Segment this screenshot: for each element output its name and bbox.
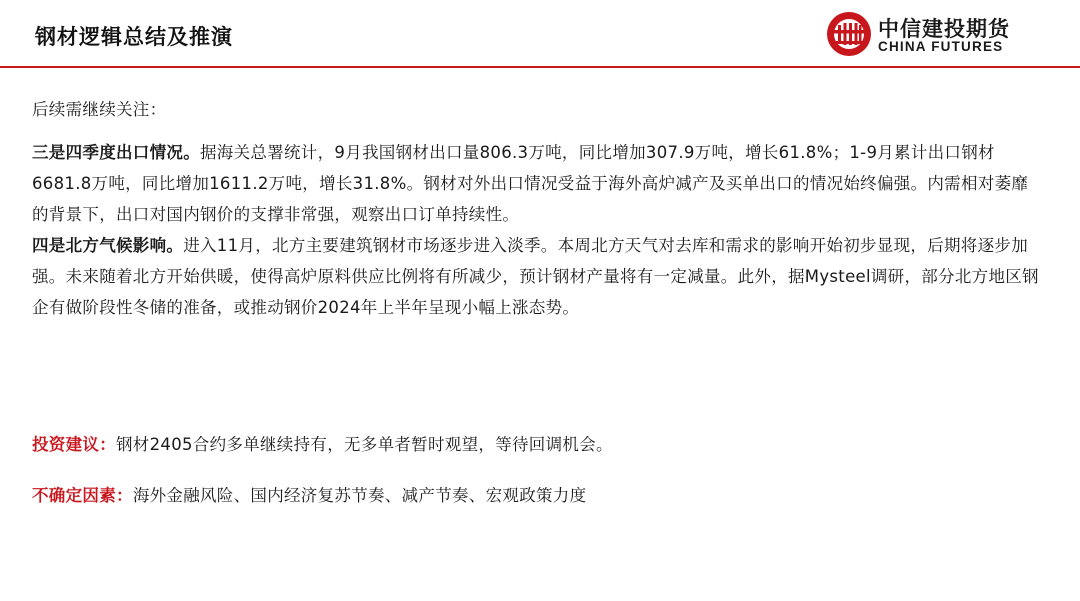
citic-logo-icon [826,11,872,57]
paragraph-climate-lead: 四是北方气候影响。 [32,236,184,255]
page-title: 钢材逻辑总结及推演 [35,25,233,49]
slide-header [0,0,1080,68]
intro-text: 后续需继续关注： [32,100,167,119]
paragraph-export-text: 据海关总署统计，9月我国钢材出口量806.3万吨，同比增加307.9万吨，增长61.8%；1-9月累计出口钢材6681.8万吨，同比增加1611.2万吨，增长31.8%。钢材对外出口情况受益于海外高炉减产及买单出口的情况始终偏强。内需相对萎靡的背景下，出口对国内钢价的支撑非常强，观察出口订单持续性。 [32,143,1029,224]
logo-chinese-name: 中信建投期货 [878,17,1010,41]
header-divider [0,66,1080,68]
paragraph-climate [32,230,1044,323]
logo-english-name: CHINA FUTURES [878,39,1004,54]
suggestion-label: 投资建议： [32,435,116,454]
uncertainty-factors [32,480,1044,511]
uncertainty-label: 不确定因素： [32,486,133,505]
uncertainty-text: 海外金融风险、国内经济复苏节奏、减产节奏、宏观政策力度 [132,486,587,505]
paragraph-export [32,137,1044,230]
paragraph-export-lead: 三是四季度出口情况。 [32,143,200,162]
investment-suggestion [32,429,1044,460]
main-content [32,94,1044,323]
suggestion-text: 钢材2405合约多单继续持有，无多单者暂时观望，等待回调机会。 [116,435,613,454]
company-logo [826,9,1046,59]
paragraph-climate-text: 进入11月，北方主要建筑钢材市场逐步进入淡季。本周北方天气对去库和需求的影响开始初步显现，后期将逐步加强。未来随着北方开始供暖，使得高炉原料供应比例将有所减少，预计钢材产量将有一定减量。此外，据Mysteel调研，部分北方地区钢企有做阶段性冬储的准备，或推动钢价2024年上半年呈现小幅上涨态势。 [32,236,1039,317]
